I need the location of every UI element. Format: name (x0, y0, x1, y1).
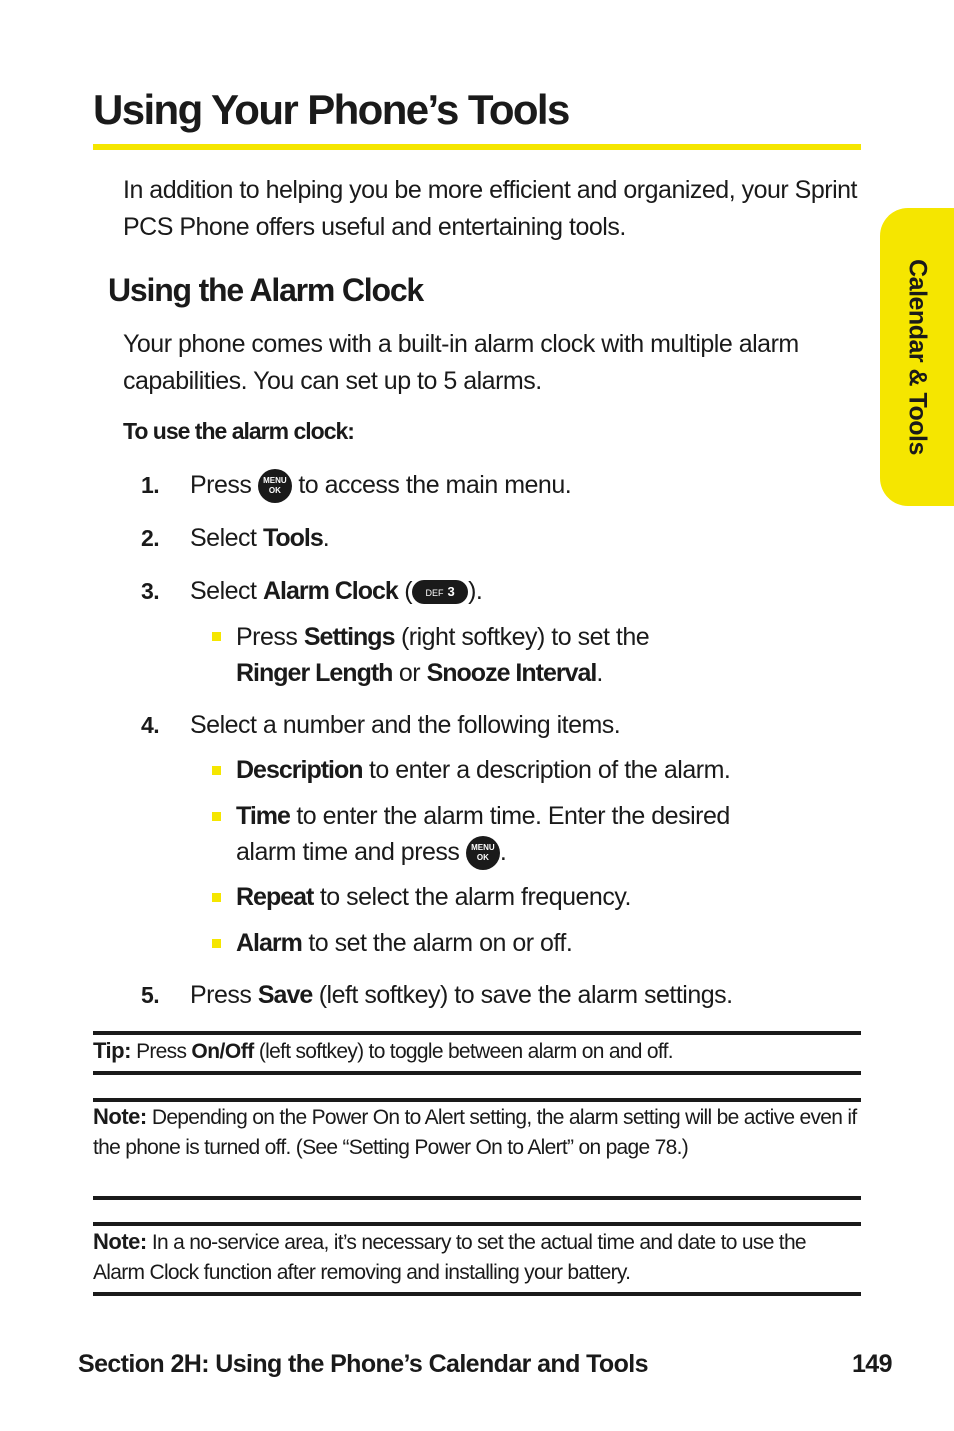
step-number: 2. (141, 525, 160, 551)
note-2-rule-top (93, 1222, 861, 1226)
note-2: Note: In a no-service area, it’s necessary to set the actual time and date to use the Alarm Clock function after removing and installing your battery. (93, 1229, 806, 1284)
bullet-marker (212, 812, 221, 821)
note-1-rule-bottom (93, 1196, 861, 1200)
tip-label: Tip: (93, 1038, 131, 1063)
step-text-post: . (322, 524, 330, 552)
section-heading: Using the Alarm Clock (108, 272, 424, 308)
step-4-bullet-alarm: Alarm to set the alarm on or off. (236, 929, 573, 957)
step-3-bullet: Press Settings (right softkey) to set the Ringer Length or Snooze Interval. (236, 623, 650, 687)
instructions-lead: To use the alarm clock: (123, 418, 354, 444)
section-tab-label: Calendar & Tools (903, 259, 932, 455)
step-number: 4. (141, 712, 160, 738)
step-text-bold: Alarm Clock (262, 577, 398, 605)
bullet-marker (212, 939, 221, 948)
tip-rule-bottom (93, 1071, 861, 1075)
step-2 (0, 520, 900, 557)
bullet-marker (212, 632, 221, 641)
step-text-pre: Select (190, 577, 257, 605)
step-number: 1. (141, 472, 160, 498)
step-text: Select a number and the following items. (190, 711, 621, 739)
page-number: 149 (852, 1350, 892, 1378)
bullet-marker (212, 766, 221, 775)
step-4-bullet-repeat: Repeat to select the alarm frequency. (236, 883, 631, 911)
step-number: 5. (141, 982, 160, 1008)
intro-paragraph: In addition to helping you be more efficient and organized, your Sprint PCS Phone offers useful and entertaining tools. (123, 176, 857, 241)
note-2-rule-bottom (93, 1292, 861, 1296)
note-label: Note: (93, 1104, 147, 1129)
step-1 (0, 467, 900, 504)
menu-ok-key-icon: MENU OK (466, 836, 500, 870)
step-text-bold: Save (257, 981, 313, 1009)
note-1: Note: Depending on the Power On to Alert setting, the alarm setting will be active even if the phone is turned off. (See “Setting Power On to Alert” on page 78.) (93, 1104, 857, 1159)
step-5 (0, 977, 900, 1014)
step-4-bullet-description: Description to enter a description of the alarm. (236, 756, 731, 784)
title-underline (93, 144, 861, 150)
note-label: Note: (93, 1229, 147, 1254)
step-3: 3. Select Alarm Clock ( DEF 3 ). (0, 573, 900, 610)
def-3-key-icon: DEF 3 (412, 580, 468, 604)
step-text-pre: Press (190, 981, 252, 1009)
bullet-marker (212, 893, 221, 902)
section-body: Your phone comes with a built-in alarm clock with multiple alarm capabilities. You can set up to 5 alarms. (123, 330, 799, 395)
step-4 (0, 707, 900, 744)
footer-section-title: Section 2H: Using the Phone’s Calendar and Tools (78, 1350, 648, 1378)
tip-box: Tip: Press On/Off (left softkey) to toggle between alarm on and off. (93, 1038, 673, 1063)
step-4-bullet-time: Time to enter the alarm time. Enter the desired alarm time and press MENU OK . (236, 798, 836, 870)
step-text-pre: Press (190, 471, 252, 499)
step-text-post: (left softkey) to save the alarm settings. (318, 981, 733, 1009)
step-text-post: to access the main menu. (298, 471, 572, 499)
page-title: Using Your Phone’s Tools (93, 86, 569, 133)
tip-rule-top (93, 1031, 861, 1035)
step-text-bold: Tools (262, 524, 323, 552)
step-text-pre: Select (190, 524, 257, 552)
step-number: 3. (141, 578, 160, 604)
menu-ok-key-icon: MENU OK (258, 469, 292, 503)
